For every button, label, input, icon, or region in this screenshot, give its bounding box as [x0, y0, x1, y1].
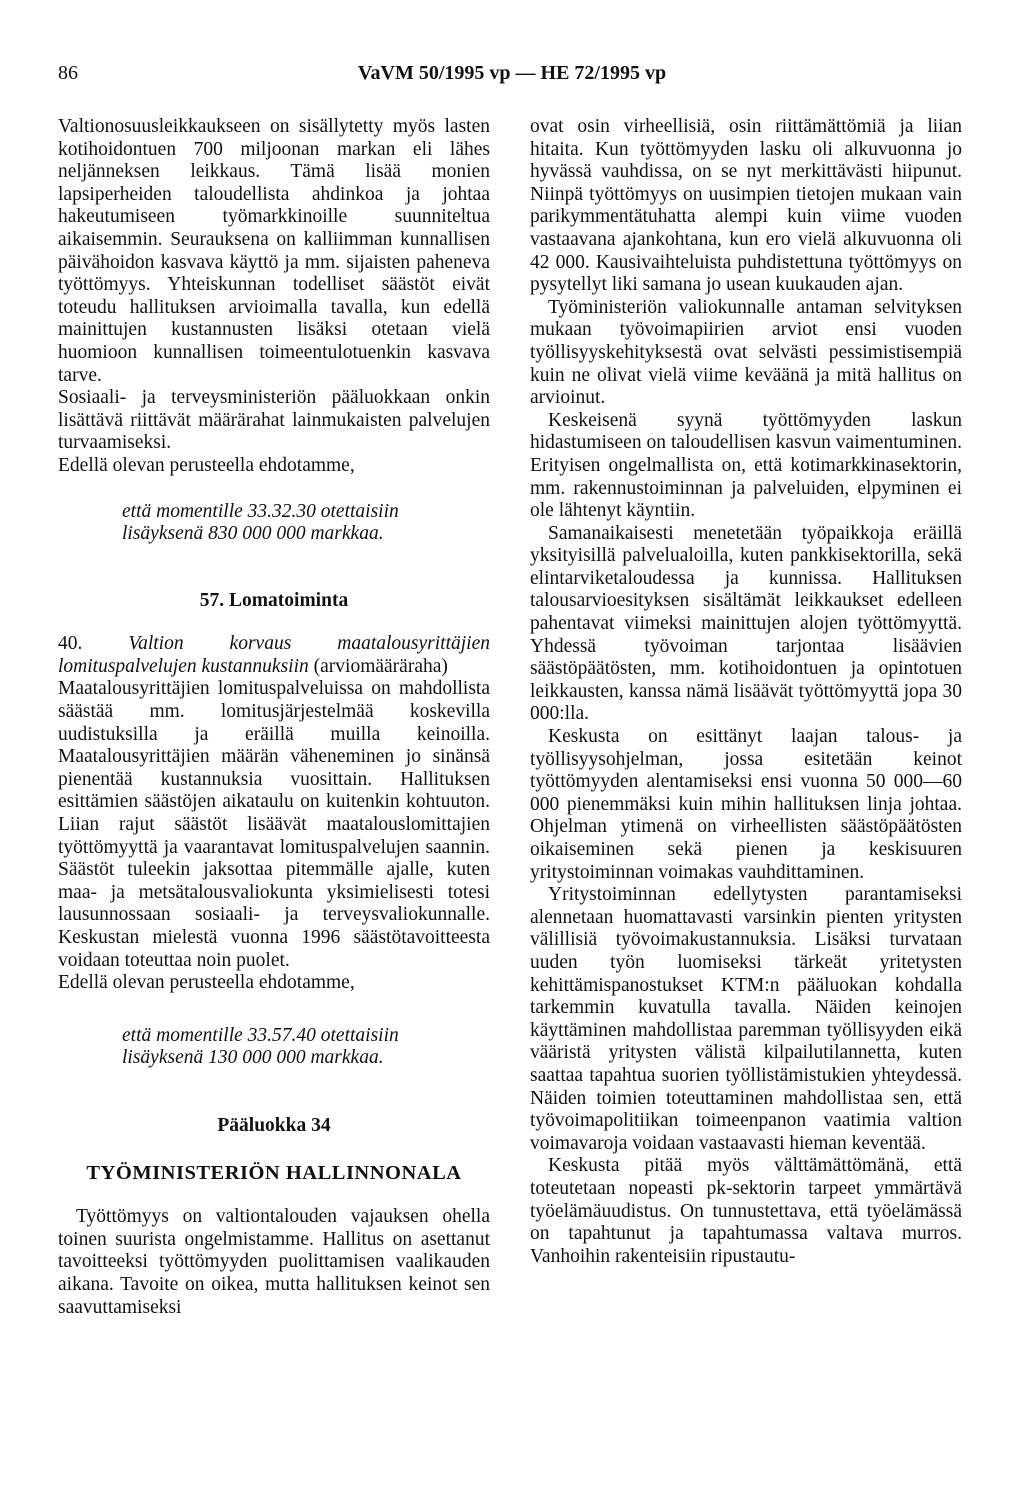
left-column — [58, 116, 490, 1319]
paragraph: Samanaikaisesti menetetään työpaikkoja eräillä yksityisillä palvelualoilla, kuten pankkisektorilla, sekä elintarviketaloudessa ja kunnissa. Hallituksen talousarvioesityksen sisältämät leikkaukset edelleen pahentavat viimeksi mainittujen alojen työttömyyttä. Yhdessä työvoiman tarjontaa lisäävien säästöpäätösten, mm. kotihoidontuen ja opintotuen leikkausten, kanssa nämä lisäävät työttömyyttä jopa 30 000:lla. — [530, 522, 962, 725]
proposal-line: lisäyksenä 830 000 000 markkaa. — [122, 523, 384, 545]
item-note: (arviomääräraha) — [313, 655, 448, 677]
item-number: 40. — [58, 633, 83, 655]
right-column — [530, 116, 962, 1268]
paragraph: Maatalousyrittäjien lomituspalveluissa on mahdollista säästää mm. lomitusjärjestelmää koskevilla uudistuksilla ja eräillä muilla keinoilla. Maatalousyrittäjien määrän väheneminen jo sinänsä pienentää kustannuksia vuosittain. Hallituksen esittämien säästöjen aikataulu on kuitenkin kohtuuton. Liian rajut säästöt lisäävät maatalouslomittajien työttömyyttä ja vaarantavat lomituspalvelujen saannin. Säästöt tuleekin jaksottaa pitemmälle ajalle, kuten maa- ja metsätalousvaliokunta yksimielisesti totesi lausunnossaan sosiaali- ja terveysvaliokunnalle. Keskustan mielestä vuonna 1996 säästötavoitteesta voidaan toteuttaa noin puolet. — [58, 678, 490, 971]
paragraph: Yritystoiminnan edellytysten parantamiseksi alennetaan huomattavasti varsinkin pienten yritysten välillisiä työvoimakustannuksia. Lisäksi turvataan uuden työn luomiseksi tärkeät yritetysten kehittämispanostukset KTM:n pääluokan kohdalla tarkemmin kuvatulla tavalla. Näiden keinojen käyttäminen mahdollistaa paremman työllisyyden eikä vääristä yritysten välistä kilpailutilannetta, kuten saattaa tapahtua suorien työllistämistukien yhteydessä. Näiden toimien toteuttaminen mahdollistaa sen, että työvoimapolitiikan toimeenpanon vaatimia valtion voimavaroja voidaan vastaavasti hieman keventää. — [530, 884, 962, 1154]
paragraph: ovat osin virheellisiä, osin riittämättömiä ja liian hitaita. Kun työttömyyden lasku oli alkuvuonna jo hyvässä vauhdissa, on se nyt merkittävästi hiipunut. Niinpä työttömyys on uusimpien tietojen mukaan vain parikymmentätuhatta alempi kuin viime vuoden vastaavana ajankohtana, kun ero vielä alkuvuonna oli 42 000. Kausivaihteluista puhdistettuna työttömyys on pysytellyt liki samana jo usean kuukauden ajan. — [530, 116, 962, 296]
paragraph: Työministeriön valiokunnalle antaman selvityksen mukaan työvoimapiirien arviot ensi vuoden työllisyyskehityksestä ovat selvästi pessimistisempiä kuin ne olivat vielä viime keväänä ja mitä hallitus on arvioinut. — [530, 296, 962, 409]
proposal-line: lisäyksenä 130 000 000 markkaa. — [122, 1047, 384, 1069]
paragraph: Työttömyys on valtiontalouden vajauksen ohella toinen suurista ongelmistamme. Hallitus on asettanut tavoitteeksi työttömyyden puolittamisen vaalikauden aikana. Tavoite on oikea, mutta hallituksen keinot sen saavuttamiseksi — [58, 1206, 490, 1318]
proposal-line: että momentille 33.32.30 otettaisiin — [122, 500, 399, 522]
paragraph: Keskeisenä syynä työttömyyden laskun hidastumiseen on taloudellisen kasvun vaimentuminen. Erityisen ongelmallista on, että kotimarkkinasektorin, mm. rakennustoiminnan ja palveluiden, elpyminen ei ole lähtenyt käyntiin. — [530, 409, 962, 522]
paragraph: Keskusta on esittänyt laajan talous- ja työllisyysohjelman, jossa esitetään keinot työttömyyden alentamiseksi ensi vuonna 50 000—60 000 pienemmäksi kuin mihin hallituksen linja johtaa. Ohjelman ytimenä on virheellisten säästöpäätösten oikaiseminen sekä pienen ja keskisuuren yritystoiminnan voimakas vauhdittaminen. — [530, 726, 962, 883]
proposal-line: että momentille 33.57.40 otettaisiin — [122, 1024, 399, 1046]
ministry-heading: TYÖMINISTERIÖN HALLINNONALA — [86, 1161, 462, 1184]
paragraph: Edellä olevan perusteella ehdotamme, — [58, 454, 355, 476]
item-title: Valtion korvaus maatalousyrittäjien lomituspalvelujen kustannuksiin — [58, 633, 491, 677]
proposal — [58, 1025, 490, 1070]
paragraph: Keskusta pitää myös välttämättömänä, että toteutetaan nopeasti pk-sektorin tarpeet ymmärtävä työelämäuudistus. On tunnustettava, että työelämässä on tapahtunut ja tapahtumassa valtava murros. Vanhoihin rakenteisiin ripustautu- — [530, 1155, 962, 1267]
proposal — [58, 501, 490, 546]
paragraph: Valtionosuusleikkaukseen on sisällytetty myös lasten kotihoidontuen 700 miljoonan markan eli lähes neljänneksen leikkaus. Tämä lisää monien lapsiperheiden taloudellista ahdinkoa ja johtaa hakeutumiseen työmarkkinoille suunniteltua aikaisemmin. Seurauksena on kalliimman kunnallisen päivähoidon kasvava käyttö ja mm. sijaisten paheneva työttömyys. Yhteiskunnan todelliset säästöt eivät toteudu hallituksen arvioimalla tavalla, kun edellä mainittujen kustannusten lisäksi otetaan vielä huomioon kunnallisen toimeentulotuenkin kasvava tarve. — [58, 116, 490, 386]
paragraph: Edellä olevan perusteella ehdotamme, — [58, 972, 355, 994]
page-number: 86 — [58, 62, 78, 84]
paragraph: Sosiaali- ja terveysministeriön pääluokkaan onkin lisättävä riittävät määrärahat lainmukaisten palvelujen turvaamiseksi. — [58, 387, 490, 454]
running-title: VaVM 50/1995 vp — HE 72/1995 vp — [357, 62, 667, 84]
section-heading: 57. Lomatoiminta — [199, 589, 349, 611]
main-class-heading: Pääluokka 34 — [217, 1114, 331, 1136]
item-paragraph — [58, 633, 490, 678]
page-header — [0, 62, 1024, 92]
